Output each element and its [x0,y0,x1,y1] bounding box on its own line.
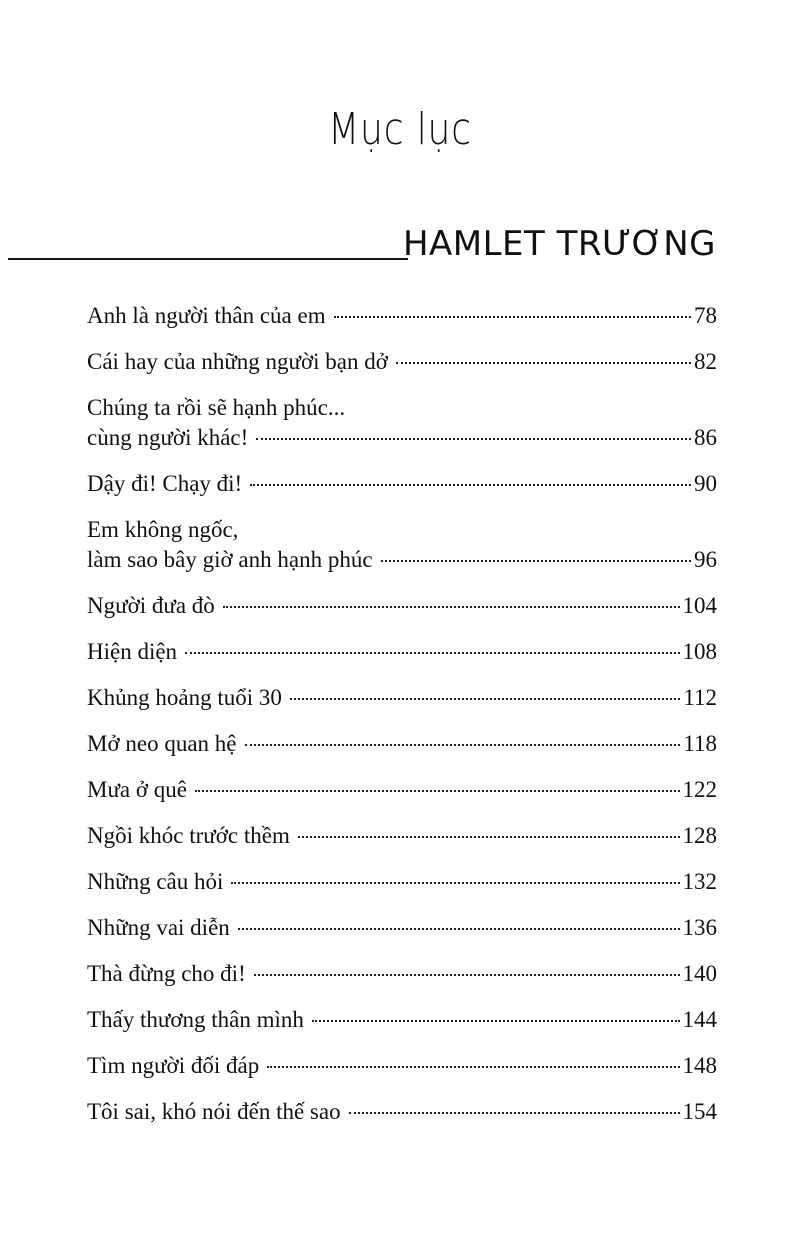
toc-entry-page: 122 [682,777,717,802]
toc-entry-page: 118 [683,731,717,756]
dot-leader [381,560,691,562]
toc-entry [87,301,717,331]
toc-entry [87,637,717,667]
toc-entry-title: Thấy thương thân mình [87,1007,304,1032]
toc-entry [87,1005,717,1035]
toc-entry-page: 112 [683,685,717,710]
toc-entry [87,347,717,377]
toc-entry-page: 148 [682,1053,717,1078]
toc-entry [87,393,717,453]
toc-entry-page: 96 [694,547,717,572]
dot-leader [349,1112,680,1114]
toc-entry-page: 86 [694,425,717,450]
toc-entry [87,469,717,499]
dot-leader [312,1020,680,1022]
toc-entry [87,683,717,713]
toc-entry-page: 132 [682,869,717,894]
toc-entry-title: làm sao bây giờ anh hạnh phúc [87,547,373,572]
dot-leader [298,836,680,838]
toc-entry-title-line1: Em không ngốc, [87,517,239,542]
toc-entry [87,515,717,575]
toc-entry-page: 108 [682,639,717,664]
dot-leader [267,1066,679,1068]
toc-entry-page: 136 [682,915,717,940]
toc-entry-title: Ngồi khóc trước thềm [87,823,290,848]
dot-leader [223,606,680,608]
toc-entry-title: Hiện diện [87,639,178,664]
toc-entry-title: Thà đừng cho đi! [87,961,246,986]
toc-entry [87,913,717,943]
author-name: HAMLET TRƯƠNG [402,224,716,264]
toc-entry [87,775,717,805]
toc-entry-title: Người đưa đò [87,593,215,618]
dot-leader [250,484,691,486]
toc-entry [87,591,717,621]
toc-entry [87,729,717,759]
toc-entry-title: Những câu hỏi [87,869,224,894]
dot-leader [334,316,691,318]
toc-entry-title: Những vai diễn [87,915,230,940]
dot-leader [185,652,679,654]
dot-leader [238,928,680,930]
toc-entry-page: 140 [682,961,717,986]
dot-leader [256,438,691,440]
toc-entry-page: 144 [682,1007,717,1032]
toc-entry-page: 154 [682,1099,717,1124]
page-title: Mục lục [328,104,472,155]
toc-entry-title-line1: Chúng ta rồi sẽ hạnh phúc... [87,395,346,420]
toc-entry-page: 128 [682,823,717,848]
toc-entry-title: Tôi sai, khó nói đến thế sao [87,1099,341,1124]
table-of-contents [87,301,717,1143]
toc-entry-title: cùng người khác! [87,425,249,450]
toc-entry [87,1051,717,1081]
dot-leader [396,362,691,364]
toc-entry-title: Anh là người thân của em [87,303,326,328]
toc-entry-title: Tìm người đối đáp [87,1053,260,1078]
dot-leader [231,882,679,884]
toc-entry-title: Dậy đi! Chạy đi! [87,471,243,496]
toc-entry [87,1097,717,1127]
toc-entry-page: 90 [694,471,717,496]
toc-entry-page: 104 [682,593,717,618]
dot-leader [254,974,680,976]
toc-entry-page: 82 [694,349,717,374]
toc-entry [87,867,717,897]
toc-entry-title: Mở neo quan hệ [87,731,237,756]
toc-entry [87,821,717,851]
dot-leader [245,744,681,746]
toc-entry-page: 78 [694,303,717,328]
toc-entry-title: Mưa ở quê [87,777,187,802]
dot-leader [195,790,680,792]
toc-entry-title: Khủng hoảng tuổi 30 [87,685,282,710]
author-rule [8,258,408,260]
toc-entry [87,959,717,989]
dot-leader [290,698,680,700]
toc-entry-title: Cái hay của những người bạn dở [87,349,388,374]
